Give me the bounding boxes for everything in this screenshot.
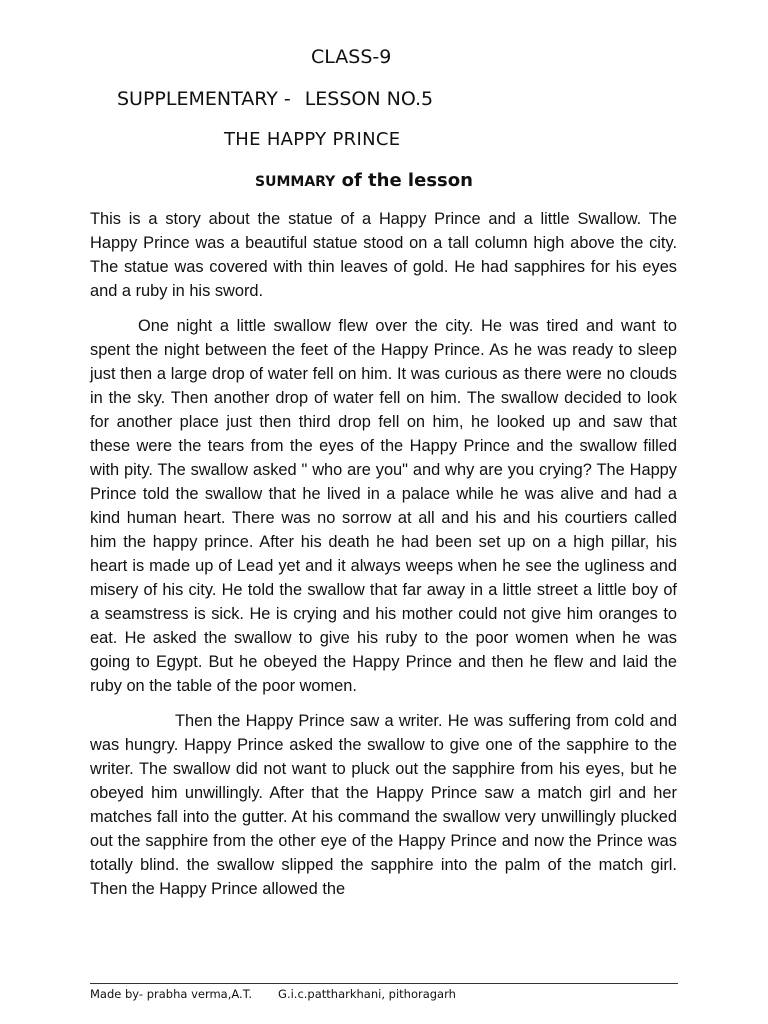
lesson-heading [117,88,433,110]
paragraph-1: This is a story about the statue of a Happy Prince and a little Swallow. The Happy Prince was a beautiful statue stood on a tall column high above the city. The statue was covered with thin leaves of gold. He had sapphires for his eyes and a ruby in his sword. [90,210,677,300]
paragraph-3: Then the Happy Prince saw a writer. He was suffering from cold and was hungry. Happy Prince asked the swallow to give one of the sapphire to the writer. The swallow did not want to pluck out the sapphire from his eyes, but he obeyed him unwillingly. After that the Happy Prince saw a match girl and her matches fall into the gutter. At his command the swallow very unwillingly plucked out the sapphire from the other eye of the Happy Prince and now the Prince was totally blind. the swallow slipped the sapphire into the palm of the match girl. Then the Happy Prince allowed the [90,712,677,898]
summary-label: SUMMARY [255,174,336,190]
lesson-title: THE HAPPY PRINCE [224,129,401,150]
summary-rest-label: of the lesson [335,170,473,191]
footer-author: Made by- prabha verma,A.T. [90,987,253,1001]
summary-body [90,207,677,912]
paragraph-2: One night a little swallow flew over the city. He was tired and want to spent the night between the feet of the Happy Prince. As he was ready to sleep just then a large drop of water fell on him. It was curious as there were no clouds in the sky. Then another drop of water fell on him. The swallow decided to look for another place just then third drop fell on him, he looked up and saw that these were the tears from the eyes of the Happy Prince and the swallow filled with pity. The swallow asked " who are you" and why are you crying? The Happy Prince told the swallow that he lived in a palace while he was alive and had a kind human heart. There was no sorrow at all and his and his courtiers called him the happy prince. After his death he had been set up on a high pillar, his heart is made up of Lead yet and it always weeps when he see the ugliness and misery of his city. He told the swallow that far away in a little street a little boy of a seamstress is sick. He is crying and his mother could not give him oranges to eat. He asked the swallow to give his ruby to the poor women when he was going to Egypt. But he obeyed the Happy Prince and then he flew and laid the ruby on the table of the poor women. [90,317,677,695]
footer-school: G.i.c.pattharkhani, pithoragarh [278,987,456,1001]
class-heading: CLASS-9 [311,46,392,68]
page-footer [90,987,456,1001]
summary-heading [255,170,473,191]
footer-divider [90,983,678,984]
lesson-number: LESSON NO.5 [304,88,434,110]
supplementary-label: SUPPLEMENTARY - [117,88,291,110]
